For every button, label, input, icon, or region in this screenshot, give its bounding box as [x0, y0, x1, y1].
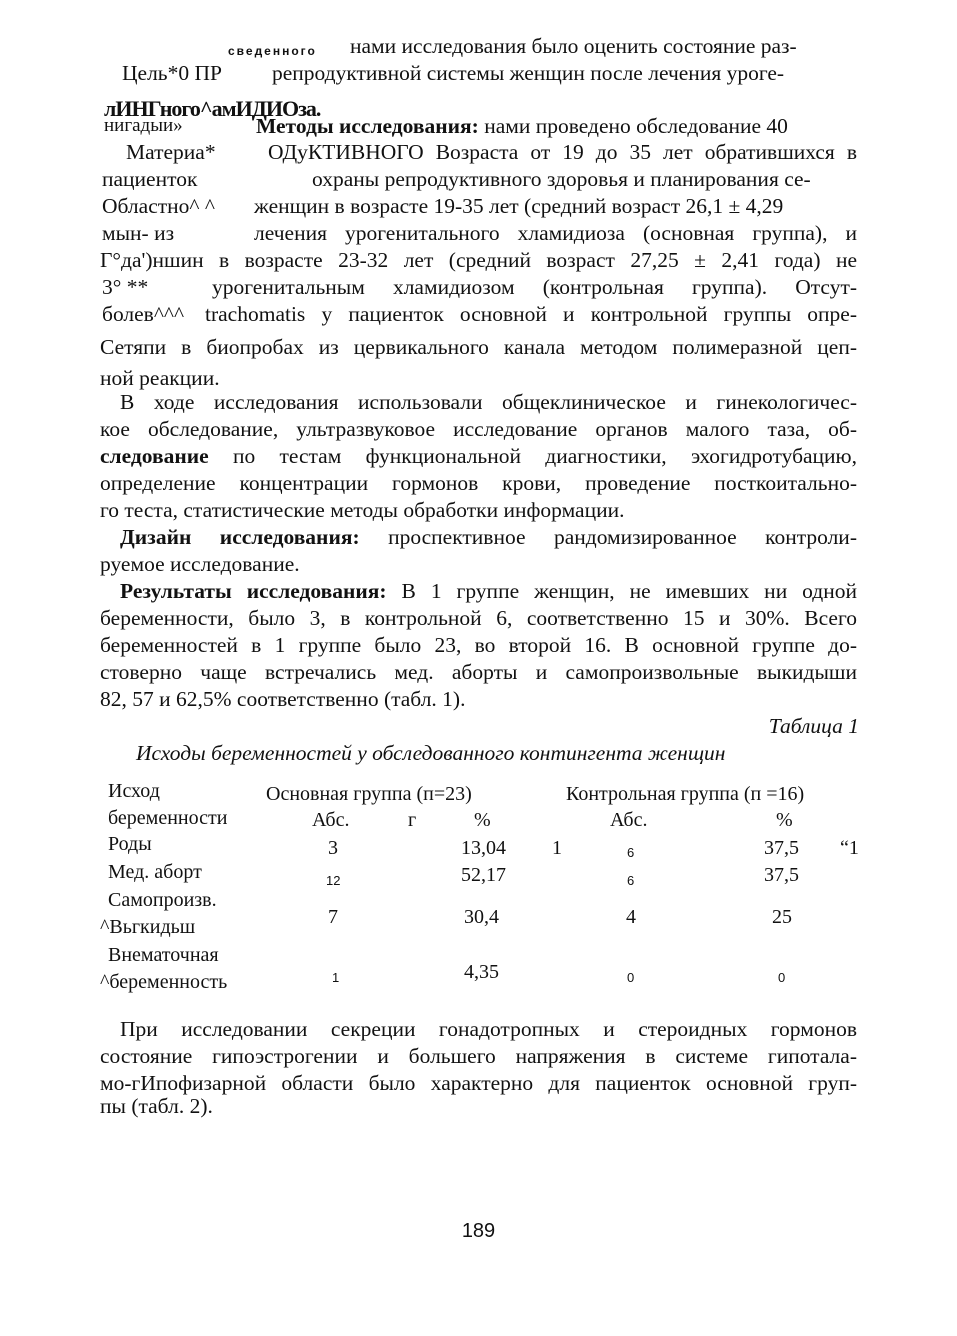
text-line: Г°да')ншин в возрасте 23-32 лет (средний возраст 27,25 ± 2,41 года) не — [100, 248, 857, 272]
margin-fragment: Цель*0 ПР — [122, 61, 222, 85]
text-line: Сетяпи в биопробах из цервикального канала методом полимеразной цеп- — [100, 335, 857, 359]
table-header: % — [474, 809, 491, 831]
bold-word: следование — [100, 444, 209, 468]
paragraph-line: кое обследование, ультразвуковое исследование органов малого таза, об- — [100, 417, 857, 441]
results-line: 82, 57 и 62,5% соответственно (табл. 1). — [100, 687, 466, 711]
text-line: охраны репродуктивного здоровья и планирования се- — [312, 167, 811, 191]
design-line: руемое исследование. — [100, 552, 300, 576]
results-text: В 1 группе женщин, не имевших ни одной — [401, 579, 857, 603]
table-header: Контрольная группа (п =16) — [566, 783, 805, 805]
table-cell: Роды — [108, 833, 152, 855]
page-number: 189 — [461, 1220, 496, 1242]
design-line — [120, 524, 857, 550]
results-heading: Результаты исследования: — [120, 579, 387, 603]
results-line — [120, 578, 857, 604]
text-line: ОДуКТИВНОГО Возраста от 19 до 35 лет обратившихся в — [268, 140, 857, 164]
margin-fragment: нигадыи» — [104, 115, 183, 136]
garbled-heading: лИНГного^амИДИОза. — [104, 96, 321, 121]
table-cell: “1 — [840, 837, 859, 859]
table-header: беременности — [108, 807, 228, 829]
table-header: Исход — [108, 780, 160, 802]
table-cell: 4 — [626, 906, 636, 928]
table-cell: Внематочная — [108, 944, 219, 966]
table-cell: 7 — [328, 906, 338, 928]
text-line: нами исследования было оценить состояние раз- — [350, 34, 797, 58]
methods-text: нами проведено обследование 40 — [484, 114, 788, 138]
table-cell: 0 — [627, 970, 635, 985]
table-header: Абс. — [312, 809, 350, 831]
conclusion-line: При исследовании секреции гонадотропных и стероидных гормонов — [120, 1017, 857, 1041]
text-line: лечения урогенитального хламидиоза (основная группа), и — [254, 221, 857, 245]
table-cell: 37,5 — [764, 864, 799, 886]
design-text: проспективное рандомизированное контроли- — [388, 525, 857, 549]
table-cell: 0 — [778, 970, 786, 985]
table-cell: 3 — [328, 837, 338, 859]
table-cell: Мед. аборт — [108, 861, 202, 883]
design-heading: Дизайн исследования: — [120, 525, 360, 549]
table-cell: 25 — [772, 906, 792, 928]
header-fragment: сведенного — [228, 44, 317, 58]
margin-fragment: мын- из — [102, 221, 175, 245]
text-line: урогенитальным хламидиозом (контрольная группа). Отсут- — [212, 275, 857, 299]
table-cell: 6 — [627, 873, 635, 888]
table-header: г — [408, 809, 417, 831]
text-line — [256, 113, 788, 139]
table-title: Исходы беременностей у обследованного контингента женщин — [136, 741, 726, 765]
table-cell: 37,5 — [764, 837, 799, 859]
margin-fragment: 3° ** — [102, 275, 149, 299]
table-header: % — [776, 809, 793, 831]
table-label: Таблица 1 — [768, 714, 859, 738]
text-line: женщин в возрасте 19-35 лет (средний возраст 26,1 ± 4,29 — [254, 194, 784, 218]
results-line: беременностей в 1 группе было 23, во второй 16. В основной группе до- — [100, 633, 857, 657]
results-line: беременности, было 3, в контрольной 6, соответственно 15 и 30%. Всего — [100, 606, 857, 630]
margin-fragment: Областно^ ^ — [102, 194, 215, 218]
paragraph-line: В ходе исследования использовали общеклиническое и гинекологичес- — [120, 390, 857, 414]
table-cell: ^Вьгкидьш — [100, 916, 196, 938]
text-line: ной реакции. — [100, 366, 220, 390]
paragraph-line — [100, 443, 857, 469]
table-cell: 1 — [552, 837, 562, 859]
results-line: стоверно чаще встречались мед. аборты и самопроизвольные выкидыши — [100, 660, 857, 684]
methods-heading: Методы исследования: — [256, 114, 479, 138]
text-line: trachomatis у пациенток основной и контрольной группы опре- — [205, 302, 857, 326]
conclusion-line: мо-гИпофизарной области было характерно для пациенток основной груп- — [100, 1071, 857, 1095]
table-cell: 13,04 — [461, 837, 506, 859]
table-cell: 4,35 — [464, 961, 499, 983]
margin-fragment: Материа* — [126, 140, 216, 164]
table-cell: 1 — [332, 970, 340, 985]
paragraph-line: определение концентрации гормонов крови, проведение посткоитально- — [100, 471, 857, 495]
text-line: репродуктивной системы женщин после лечения уроге- — [272, 61, 785, 85]
margin-fragment: пациенток — [102, 167, 198, 191]
table-cell: 12 — [326, 873, 341, 888]
table-cell: 30,4 — [464, 906, 499, 928]
table-cell: Самопроизв. — [108, 889, 217, 911]
paragraph-line: го теста, статистические методы обработки информации. — [100, 498, 625, 522]
conclusion-line: пы (табл. 2). — [100, 1094, 213, 1118]
table-cell: 6 — [627, 845, 635, 860]
conclusion-line: состояние гипоэстрогении и большего напряжения в системе гипотала- — [100, 1044, 857, 1068]
table-header: Абс. — [610, 809, 648, 831]
paragraph-fragment: по тестам функциональной диагностики, эхогидротубацию, — [232, 444, 857, 468]
table-cell: ^беременность — [100, 971, 228, 993]
table-cell: 52,17 — [461, 864, 506, 886]
table-header: Основная группа (п=23) — [266, 783, 472, 805]
margin-fragment: болев^^^ — [102, 302, 185, 326]
